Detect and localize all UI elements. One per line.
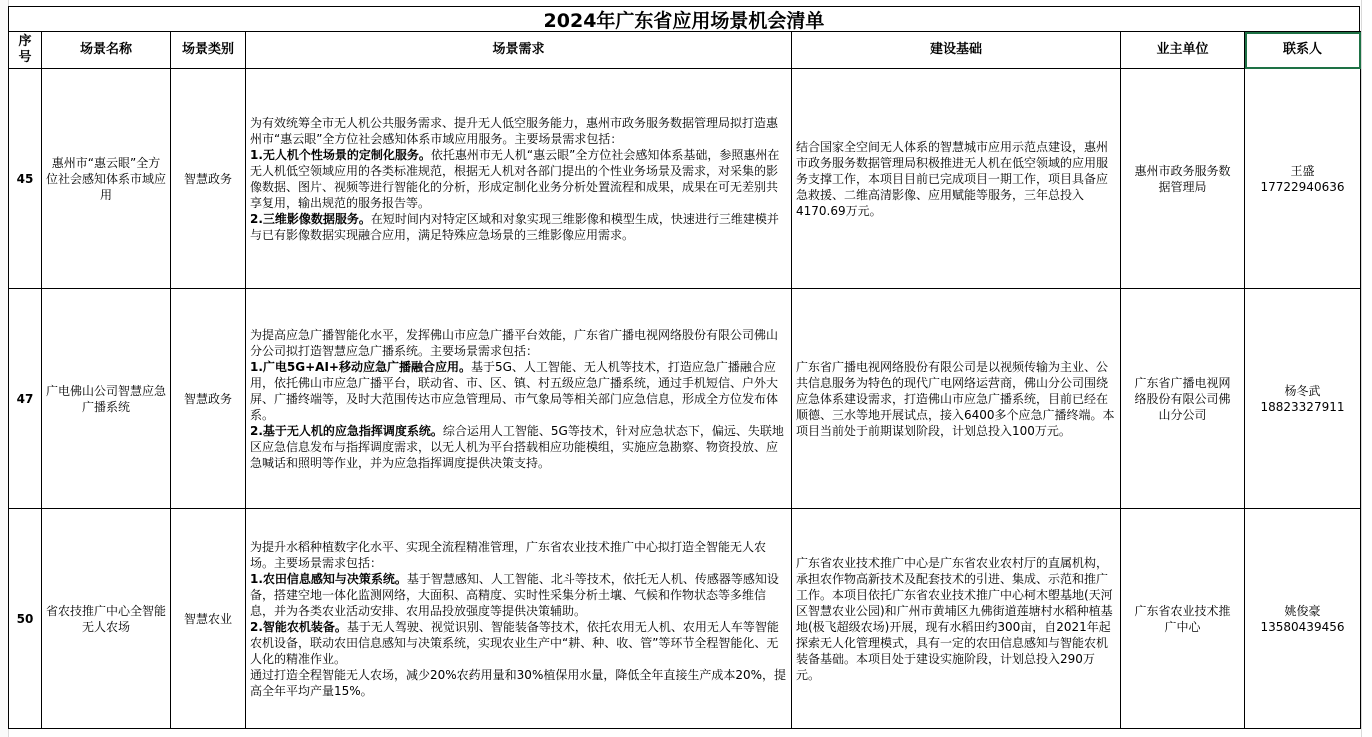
cell-demand[interactable] (246, 69, 792, 289)
header-seq-line1: 序 (18, 34, 32, 49)
demand-item-text: 基于智慧感知、人工智能、北斗等技术，依托无人机、传感器等感知设备，搭建空地一体化监测网络，大面积、高精度、实时性采集分析土壤、气候和作物状态等多维信息，并为各类农业活动安排、农用品投放强度等提供决策辅助。 (250, 571, 779, 618)
cell-contact[interactable] (1245, 289, 1361, 509)
cell-contact[interactable] (1245, 69, 1361, 289)
demand-outro: 通过打造全程智能无人农场，减少20%农药用量和30%植保用水量，降低全年直接生产成本20%，提高全年平均产量15%。 (250, 667, 787, 698)
cell-demand[interactable] (246, 289, 792, 509)
demand-item-heading: 2.基于无人机的应急指挥调度系统。 (250, 423, 443, 438)
demand-intro: 为提高应急广播智能化水平，发挥佛山市应急广播平台效能，广东省广播电视网络股份有限公司佛山分公司拟打造智慧应急广播系统。主要场景需求包括： (250, 327, 779, 358)
header-category[interactable]: 场景类别 (171, 32, 246, 69)
header-demand[interactable]: 场景需求 (246, 32, 792, 69)
demand-item (250, 571, 787, 619)
cell-category[interactable]: 智慧政务 (171, 289, 246, 509)
table-row (9, 289, 1361, 509)
demand-item-text: 基于5G、人工智能、无人机等技术，打造应急广播融合应用，依托佛山市应急广播平台，联动省、市、区、镇、村五级应急广播系统，通过手机短信、户外大屏、广播终端等，及时大范围传达市应急管理局、市气象局等相关部门应急信息，形成全方位发布体系。 (250, 359, 779, 422)
cell-seq[interactable]: 45 (9, 69, 42, 289)
cell-demand[interactable] (246, 509, 792, 729)
contact-name: 姚俊豪 (1284, 603, 1321, 618)
contact-phone: 17722940636 (1260, 179, 1345, 194)
contact-phone: 13580439456 (1260, 619, 1345, 634)
cell-foundation[interactable]: 结合国家全空间无人体系的智慧城市应用示范点建设，惠州市政务服务数据管理局积极推进无人机在低空领域的应用服务支撑工作，本项目目前已完成项目一期工作，项目具备应急救援、二维高清影像、应用赋能等服务，三年总投入4170.69万元。 (792, 69, 1121, 289)
table-row (9, 69, 1361, 289)
right-gutter (1361, 0, 1372, 737)
demand-item (250, 147, 787, 211)
cell-scenario-name[interactable]: 惠州市“惠云眼”全方位社会感知体系市域应用 (42, 69, 171, 289)
table-row (9, 509, 1361, 729)
header-owner[interactable]: 业主单位 (1121, 32, 1245, 69)
cell-contact[interactable] (1245, 509, 1361, 729)
demand-item-text: 综合运用人工智能、5G等技术，针对应急状态下，偏远、失联地区应急信息发布与指挥调度需求，以无人机为平台搭载相应功能模组，实施应急勘察、物资投放、应急喊话和照明等作业，并为应急指挥调度提供决策支持。 (250, 423, 784, 470)
contact-name: 王盛 (1290, 163, 1315, 178)
demand-intro: 为提升水稻种植数字化水平、实现全流程精准管理，广东省农业技术推广中心拟打造全智能无人农场。主要场景需求包括： (250, 539, 767, 570)
demand-intro: 为有效统筹全市无人机公共服务需求、提升无人低空服务能力，惠州市政务服务数据管理局拟打造惠州市“惠云眼”全方位社会感知体系市域应用服务。主要场景需求包括： (250, 115, 779, 146)
demand-item-heading: 2.三维影像数据服务。 (250, 211, 371, 226)
demand-item-text: 依托惠州市无人机“惠云眼”全方位社会感知体系基础，参照惠州在无人机低空领域应用的各类标准规范，根据无人机对各部门提出的个性业务场景及需求，对采集的影像数据、图片、视频等进行智能化的分析，形成定制化业务分析处置流程和成果，成果在可无差别共享复用，输出规范的服务报告等。 (250, 147, 780, 210)
demand-item-text: 在短时间内对特定区域和对象实现三维影像和模型生成，快速进行三维建模并与已有影像数据实现融合应用，满足特殊应急场景的三维影像应用需求。 (250, 211, 779, 242)
header-seq[interactable] (9, 32, 42, 69)
demand-item-heading: 2.智能农机装备。 (250, 619, 347, 634)
contact-name: 杨冬武 (1284, 383, 1321, 398)
demand-item (250, 423, 787, 471)
demand-item-heading: 1.无人机个性场景的定制化服务。 (250, 147, 431, 162)
demand-item (250, 359, 787, 423)
opportunity-table (8, 31, 1361, 729)
cell-foundation[interactable]: 广东省广播电视网络股份有限公司是以视频传输为主业、公共信息服务为特色的现代广电网络运营商，佛山分公司围绕应急体系建设需求，打造佛山市应急广播系统，目前已经在顺德、三水等地开展试点，接入6400多个应急广播终端。本项目当前处于前期谋划阶段，计划总投入100万元。 (792, 289, 1121, 509)
header-foundation[interactable]: 建设基础 (792, 32, 1121, 69)
cell-scenario-name[interactable]: 省农技推广中心全智能无人农场 (42, 509, 171, 729)
cell-seq[interactable]: 50 (9, 509, 42, 729)
cell-category[interactable]: 智慧农业 (171, 509, 246, 729)
demand-item-heading: 1.广电5G+AI+移动应急广播融合应用。 (250, 359, 471, 374)
sheet-title[interactable]: 2024年广东省应用场景机会清单 (8, 6, 1360, 32)
cell-foundation[interactable]: 广东省农业技术推广中心是广东省农业农村厅的直属机构，承担农作物高新技术及配套技术的引进、集成、示范和推广工作。本项目依托广东省农业技术推广中心柯木塱基地(天河区智慧农业公园)和广州市黄埔区九佛街道莲塘村水稻种植基地(极飞超级农场)开展，现有水稻田约300亩，自2021年起探索无人化管理模式，具有一定的农田信息感知与智能农机装备基础。本项目处于建设实施阶段，计划总投入290万元。 (792, 509, 1121, 729)
cell-owner[interactable]: 广东省广播电视网络股份有限公司佛山分公司 (1121, 289, 1245, 509)
cell-owner[interactable]: 惠州市政务服务数据管理局 (1121, 69, 1245, 289)
cell-owner[interactable]: 广东省农业技术推广中心 (1121, 509, 1245, 729)
cell-seq[interactable]: 47 (9, 289, 42, 509)
cell-scenario-name[interactable]: 广电佛山公司智慧应急广播系统 (42, 289, 171, 509)
header-row (9, 32, 1361, 69)
cell-category[interactable]: 智慧政务 (171, 69, 246, 289)
demand-item (250, 211, 787, 243)
header-seq-line2: 号 (18, 50, 32, 65)
header-contact[interactable]: 联系人 (1245, 32, 1361, 69)
demand-item-heading: 1.农田信息感知与决策系统。 (250, 571, 407, 586)
demand-item (250, 619, 787, 667)
header-name[interactable]: 场景名称 (42, 32, 171, 69)
demand-item-text: 基于无人驾驶、视觉识别、智能装备等技术，依托农用无人机、农用无人车等智能农机设备，联动农田信息感知与决策系统，实现农业生产中“耕、种、收、管”等环节全程智能化、无人化的精准作业。 (250, 619, 779, 666)
contact-phone: 18823327911 (1260, 399, 1345, 414)
